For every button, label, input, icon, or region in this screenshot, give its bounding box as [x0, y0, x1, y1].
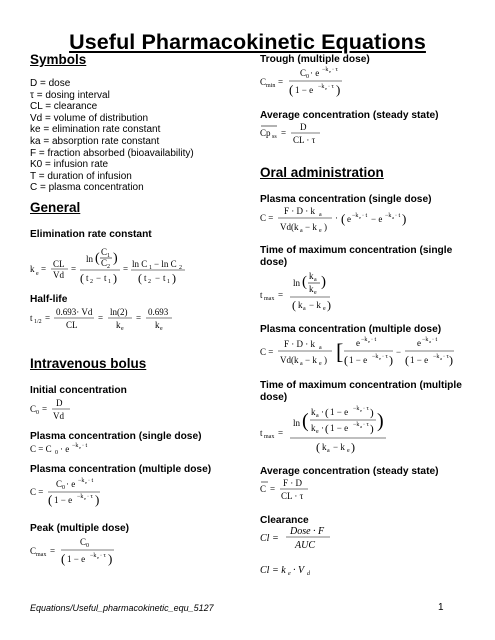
svg-text:e: e	[319, 228, 322, 234]
svg-text:k: k	[116, 320, 121, 330]
svg-text:): )	[370, 423, 374, 435]
svg-text:F · D · k: F · D · k	[284, 206, 315, 216]
svg-text:1: 1	[107, 253, 110, 259]
svg-text:t: t	[163, 273, 166, 283]
tmax-single-heading: Time of maximum concentration (single dose)	[260, 245, 453, 268]
svg-text:): )	[336, 82, 341, 97]
svg-text:ln: ln	[293, 418, 301, 428]
svg-text:0: 0	[86, 543, 89, 549]
svg-text:ln: ln	[293, 278, 301, 288]
svg-text:C =: C =	[260, 347, 274, 357]
svg-text:=: =	[41, 264, 47, 274]
svg-text:1: 1	[108, 279, 111, 285]
svg-text:− k: − k	[333, 442, 345, 452]
svg-text:C: C	[300, 68, 307, 78]
svg-text:· τ: · τ	[382, 354, 388, 360]
svg-text:· τ: · τ	[87, 494, 93, 500]
svg-text:(: (	[292, 298, 296, 312]
svg-text:k: k	[322, 442, 327, 452]
svg-text:t: t	[86, 273, 89, 283]
peak-heading: Peak (multiple dose)	[30, 523, 130, 534]
svg-text:· e: · e	[66, 479, 76, 489]
svg-text:· τ: · τ	[363, 422, 369, 428]
svg-text:=: =	[45, 313, 51, 323]
svg-text:e: e	[368, 339, 370, 344]
svg-text:1 − e: 1 − e	[349, 355, 368, 365]
svg-text:· τ: · τ	[332, 67, 338, 73]
tmax-multiple-heading: Time of maximum concentration (multiple dose)	[260, 380, 462, 403]
svg-text:C = C: C = C	[30, 444, 52, 454]
svg-text:a: a	[316, 413, 319, 419]
svg-text:e: e	[359, 215, 361, 220]
svg-text:− ln C: − ln C	[154, 259, 177, 269]
svg-text:k: k	[311, 423, 316, 433]
svg-text:(: (	[341, 211, 346, 226]
svg-text:1 − e: 1 − e	[410, 355, 429, 365]
svg-text:ln C: ln C	[132, 259, 148, 269]
svg-text:Vd(k: Vd(k	[280, 355, 299, 365]
svg-text:e: e	[360, 408, 362, 413]
equation-oral-single	[258, 202, 418, 238]
clearance-heading: Clearance	[260, 515, 309, 526]
svg-text:(: (	[289, 82, 294, 97]
svg-text:C =: C =	[30, 487, 44, 497]
svg-text:F · D: F · D	[283, 478, 303, 488]
svg-text:(: (	[325, 407, 329, 419]
symbol-item: T = duration of infusion	[30, 170, 132, 182]
svg-text:k: k	[298, 300, 303, 310]
svg-text:e: e	[379, 356, 381, 361]
svg-text:1/2: 1/2	[34, 319, 42, 325]
svg-text:): )	[321, 274, 326, 290]
svg-text:− k: − k	[309, 300, 321, 310]
svg-text:t: t	[260, 290, 263, 300]
svg-text:2: 2	[107, 264, 110, 270]
svg-text:a: a	[327, 448, 330, 454]
svg-text:· t: · t	[362, 213, 368, 219]
iv-single-heading: Plasma concentration (single dose)	[30, 431, 202, 442]
svg-text:−k: −k	[353, 422, 360, 428]
svg-text:=: =	[278, 290, 284, 300]
svg-text:Vd(k: Vd(k	[280, 222, 299, 232]
svg-text:e: e	[97, 555, 99, 560]
svg-text:): )	[377, 410, 384, 432]
svg-text:C: C	[101, 258, 108, 268]
svg-text:Dose · F: Dose · F	[290, 526, 325, 537]
svg-text:ss: ss	[272, 134, 277, 140]
svg-text:CL · τ: CL · τ	[293, 135, 316, 145]
svg-text:): )	[172, 271, 176, 285]
symbols-heading: Symbols	[30, 52, 87, 67]
svg-text:k: k	[311, 407, 316, 417]
svg-text:): )	[351, 440, 355, 454]
general-heading: General	[30, 200, 81, 215]
svg-text:Vd: Vd	[53, 270, 64, 280]
svg-text:t: t	[260, 428, 263, 438]
svg-text:): )	[324, 355, 327, 365]
svg-text:−k: −k	[78, 478, 85, 484]
svg-text:k: k	[155, 320, 160, 330]
svg-text:(: (	[95, 251, 100, 266]
svg-text:t: t	[144, 273, 147, 283]
svg-text:C: C	[56, 479, 63, 489]
symbol-item: ke = elimination rate constant	[30, 124, 161, 136]
svg-text:· t: · t	[432, 337, 438, 343]
equation-iv-single	[28, 440, 118, 458]
svg-text:· τ: · τ	[328, 84, 334, 90]
svg-text:=: =	[278, 77, 284, 87]
svg-text:2: 2	[148, 279, 151, 285]
svg-text:−k: −k	[322, 67, 329, 73]
symbol-item: ka = absorption rate constant	[30, 135, 160, 147]
trough-heading: Trough (multiple dose)	[260, 54, 370, 65]
svg-text:−k: −k	[77, 494, 84, 500]
initial-concentration-heading: Initial concentration	[30, 385, 127, 396]
svg-text:): )	[370, 407, 374, 419]
svg-text:1 − e: 1 − e	[330, 407, 349, 417]
svg-text:C: C	[260, 484, 267, 494]
svg-text:C: C	[80, 537, 87, 547]
equation-clearance	[258, 523, 358, 583]
svg-text:− k: − k	[305, 355, 317, 365]
svg-text:Cp: Cp	[260, 128, 271, 138]
svg-text:e: e	[347, 448, 350, 454]
svg-text:e: e	[160, 326, 163, 332]
svg-text:): )	[389, 353, 393, 367]
svg-text:(: (	[405, 353, 409, 367]
equation-oral-multiple	[258, 333, 458, 373]
svg-text:Cl =: Cl =	[260, 533, 279, 544]
svg-text:): )	[402, 211, 407, 226]
page-title: Useful Pharmacokinetic Equations	[69, 30, 426, 54]
svg-text:0.693· Vd: 0.693· Vd	[56, 307, 93, 317]
svg-text:t: t	[104, 273, 107, 283]
elimination-heading: Elimination rate constant	[30, 229, 152, 240]
svg-text:· τ: · τ	[100, 553, 106, 559]
svg-text:−: −	[396, 347, 402, 357]
svg-text:a: a	[300, 228, 303, 234]
symbol-item: CL = clearance	[30, 101, 98, 113]
svg-text:): )	[113, 251, 118, 266]
svg-text:a: a	[300, 361, 303, 367]
svg-text:· τ: · τ	[363, 406, 369, 412]
svg-text:−k: −k	[353, 406, 360, 412]
svg-text:D: D	[56, 398, 63, 408]
svg-text:1: 1	[149, 265, 152, 271]
svg-text:a: a	[319, 345, 322, 351]
equation-half-life	[28, 302, 208, 332]
symbol-item: K0 = infusion rate	[30, 159, 109, 171]
svg-text:[: [	[336, 339, 344, 364]
svg-text:a: a	[319, 212, 322, 218]
svg-text:e: e	[79, 445, 81, 450]
svg-text:(: (	[61, 551, 66, 566]
symbol-item: D = dose	[30, 78, 71, 89]
svg-text:C: C	[30, 546, 37, 556]
svg-text:· V: · V	[293, 565, 305, 576]
svg-text:e: e	[85, 480, 87, 485]
oral-average-heading: Average concentration (steady state)	[260, 466, 439, 477]
svg-text:k: k	[309, 271, 314, 281]
symbol-item: C = plasma concentration	[30, 182, 144, 194]
svg-text:· e: · e	[60, 444, 70, 454]
svg-text:2: 2	[179, 265, 182, 271]
svg-text:): )	[449, 353, 453, 367]
svg-text:−k: −k	[72, 443, 79, 449]
svg-text:F · D · k: F · D · k	[284, 339, 315, 349]
svg-text:· t: · t	[371, 337, 377, 343]
equation-trough	[258, 63, 368, 99]
svg-text:(: (	[80, 271, 84, 285]
svg-text:1 − e: 1 − e	[54, 495, 73, 505]
svg-text:a: a	[303, 306, 306, 312]
svg-text:=: =	[123, 264, 129, 274]
svg-text:CL: CL	[66, 320, 78, 330]
svg-text:−k: −k	[361, 337, 368, 343]
equation-elimination-rate	[28, 240, 208, 286]
svg-text:C: C	[260, 77, 267, 87]
svg-text:· t: · t	[82, 443, 88, 449]
symbol-item: F = fraction absorbed (bioavailability)	[30, 147, 194, 159]
svg-text:=: =	[281, 128, 287, 138]
svg-text:−k: −k	[352, 213, 359, 219]
svg-text:(: (	[48, 492, 53, 507]
svg-text:e: e	[314, 290, 317, 296]
symbol-item: τ = dosing interval	[30, 89, 110, 101]
svg-text:e: e	[316, 429, 319, 435]
svg-text:e: e	[319, 361, 322, 367]
svg-text:0: 0	[62, 485, 65, 491]
footer-filename: Equations/Useful_pharmacokinetic_equ_5127	[30, 603, 214, 613]
svg-text:max: max	[264, 434, 275, 440]
svg-text:2: 2	[90, 279, 93, 285]
svg-text:e: e	[121, 326, 124, 332]
page-number: 1	[438, 602, 444, 613]
svg-text:(: (	[302, 410, 309, 432]
svg-text:e: e	[417, 338, 421, 348]
svg-text:e: e	[356, 338, 360, 348]
svg-text:· t: · t	[395, 213, 401, 219]
svg-text:e: e	[36, 271, 39, 277]
svg-text:=: =	[42, 404, 48, 414]
svg-text:·: ·	[321, 423, 324, 433]
svg-text:−k: −k	[385, 213, 392, 219]
svg-text:): )	[327, 298, 331, 312]
svg-text:max: max	[36, 552, 47, 558]
svg-text:−: −	[96, 273, 102, 283]
svg-text:C =: C =	[260, 213, 274, 223]
svg-text:ln: ln	[86, 254, 94, 264]
equation-tmax-multiple	[258, 402, 408, 458]
svg-text:−: −	[155, 273, 161, 283]
oral-single-heading: Plasma concentration (single dose)	[260, 194, 432, 205]
iv-multiple-heading: Plasma concentration (multiple dose)	[30, 464, 212, 475]
svg-text:a: a	[440, 356, 442, 361]
svg-text:Cl = k: Cl = k	[260, 565, 286, 576]
svg-text:): )	[108, 551, 113, 566]
svg-text:e: e	[329, 69, 331, 74]
svg-text:=: =	[71, 264, 77, 274]
svg-text:=: =	[136, 313, 142, 323]
svg-text:=: =	[98, 313, 104, 323]
svg-text:e: e	[325, 86, 327, 91]
svg-text:0: 0	[55, 450, 58, 456]
equation-iv-multiple	[28, 473, 128, 509]
half-life-heading: Half-life	[30, 294, 68, 305]
average-ss-heading: Average concentration (steady state)	[260, 110, 439, 121]
svg-text:(: (	[302, 274, 307, 290]
svg-text:·: ·	[321, 407, 324, 417]
svg-text:=: =	[50, 546, 56, 556]
svg-text:AUC: AUC	[295, 540, 315, 551]
oral-heading: Oral administration	[260, 165, 384, 180]
symbols-list	[30, 78, 240, 194]
svg-text:· t: · t	[88, 478, 94, 484]
svg-text:· τ: · τ	[443, 354, 449, 360]
svg-text:ln(2): ln(2)	[110, 307, 128, 317]
svg-text:): )	[324, 222, 327, 232]
svg-text:0: 0	[36, 410, 39, 416]
equation-oral-average	[258, 474, 338, 504]
svg-text:C: C	[30, 404, 37, 414]
svg-text:CL · τ: CL · τ	[281, 491, 304, 501]
svg-text:(: (	[316, 440, 320, 454]
svg-text:0.693: 0.693	[148, 307, 169, 317]
symbol-item: Vd = volume of distribution	[30, 112, 149, 124]
svg-text:=: =	[278, 428, 284, 438]
svg-text:(: (	[138, 271, 142, 285]
svg-text:0: 0	[306, 74, 309, 80]
svg-text:−k: −k	[372, 354, 379, 360]
equation-initial-concentration	[28, 394, 108, 424]
svg-text:k: k	[30, 264, 35, 274]
svg-text:−k: −k	[433, 354, 440, 360]
iv-bolus-heading: Intravenous bolus	[30, 356, 147, 371]
svg-text:e: e	[288, 571, 291, 577]
svg-text:− e: − e	[371, 214, 383, 224]
svg-text:1 − e: 1 − e	[67, 554, 86, 564]
svg-text:(: (	[325, 423, 329, 435]
svg-text:k: k	[309, 284, 314, 294]
svg-text:t: t	[30, 313, 33, 323]
svg-text:(: (	[344, 353, 348, 367]
svg-text:C: C	[101, 247, 108, 257]
svg-text:· e: · e	[310, 68, 320, 78]
svg-text:1: 1	[167, 279, 170, 285]
svg-text:min: min	[266, 83, 276, 89]
svg-text:a: a	[360, 424, 362, 429]
svg-text:d: d	[307, 571, 310, 577]
svg-text:1 − e: 1 − e	[330, 423, 349, 433]
svg-text:max: max	[264, 296, 275, 302]
svg-text:a: a	[314, 277, 317, 283]
svg-text:): )	[95, 492, 100, 507]
svg-text:e: e	[347, 214, 351, 224]
svg-text:− k: − k	[305, 222, 317, 232]
svg-text:): )	[113, 271, 117, 285]
svg-text:a: a	[429, 339, 431, 344]
equation-peak	[28, 532, 138, 568]
svg-text:−k: −k	[90, 553, 97, 559]
svg-text:D: D	[300, 122, 307, 132]
svg-text:Vd: Vd	[53, 411, 64, 421]
svg-text:−k: −k	[318, 84, 325, 90]
equation-tmax-single	[258, 268, 358, 318]
svg-text:e: e	[323, 306, 326, 312]
svg-text:−k: −k	[422, 337, 429, 343]
oral-multiple-heading: Plasma concentration (multiple dose)	[260, 324, 442, 335]
svg-text:·: ·	[335, 213, 338, 223]
svg-text:CL: CL	[53, 259, 65, 269]
svg-text:a: a	[392, 215, 394, 220]
svg-text:=: =	[270, 484, 276, 494]
equation-average-ss	[258, 118, 358, 148]
svg-text:1 − e: 1 − e	[295, 85, 314, 95]
svg-text:e: e	[84, 496, 86, 501]
